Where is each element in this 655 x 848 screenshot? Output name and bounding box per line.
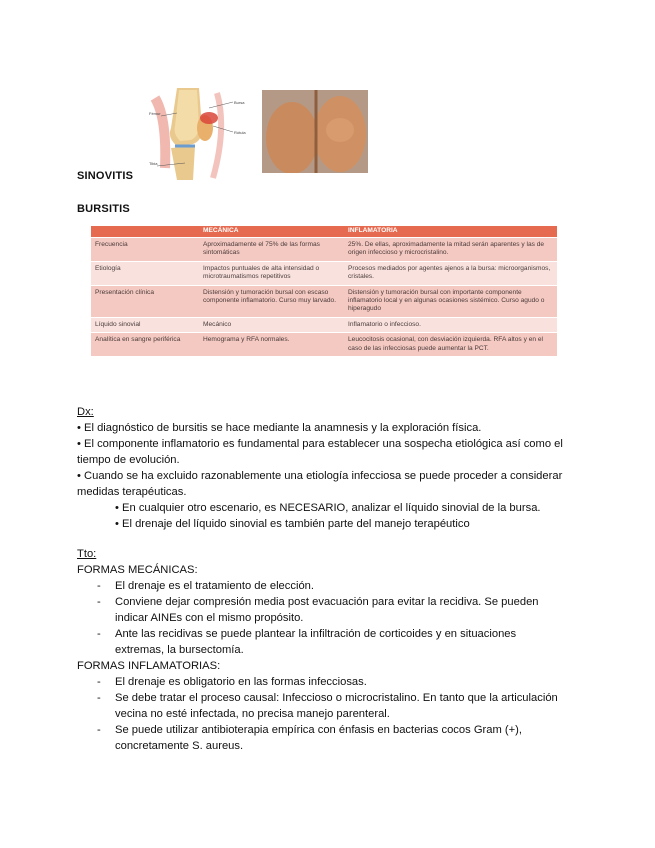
table-cell: 25%. De ellas, aproximadamente la mitad serán aparentes y las de origen infeccioso y microcristalino. — [344, 238, 557, 262]
dx-sub-bullet: • El drenaje del líquido sinovial es también parte del manejo terapéutico — [115, 518, 470, 530]
table-row — [91, 333, 557, 356]
dx-section — [77, 404, 587, 532]
list-item: - El drenaje es obligatorio en las formas infecciosas. — [77, 674, 567, 690]
bursitis-comparison-table — [91, 226, 557, 356]
table-row — [91, 238, 557, 262]
table-cell: Analítica en sangre periférica — [91, 333, 199, 356]
dx-bullet: • El diagnóstico de bursitis se hace mediante la anamnesis y la exploración física. — [77, 422, 482, 434]
dx-bullet: • Cuando se ha excluido razonablemente una etiología infecciosa se puede proceder a considerar medidas terapéuticas. — [77, 470, 563, 498]
formas-inflamatorias-list — [77, 674, 567, 754]
svg-text:Rótula: Rótula — [234, 130, 246, 135]
table-cell: Mecánico — [199, 317, 344, 332]
table-cell: Distensión y tumoración bursal con escaso componente inflamatorio. Curso muy larvado. — [199, 285, 344, 317]
dx-sub-bullet: • En cualquier otro escenario, es NECESARIO, analizar el líquido sinovial de la bursa. — [115, 502, 541, 514]
table-row — [91, 317, 557, 332]
list-item: - El drenaje es el tratamiento de elección. — [77, 578, 567, 594]
formas-inflamatorias-title: FORMAS INFLAMATORIAS: — [77, 660, 221, 672]
list-item: - Ante las recidivas se puede plantear la infiltración de corticoides y en situaciones extremas, la bursectomía. — [77, 626, 567, 658]
section-heading-sinovitis: SINOVITIS — [77, 170, 134, 182]
table-cell: Presentación clínica — [91, 285, 199, 317]
table-cell: Líquido sinovial — [91, 317, 199, 332]
table-cell: Frecuencia — [91, 238, 199, 262]
svg-text:Bursa: Bursa — [234, 100, 245, 105]
table-row — [91, 261, 557, 285]
dx-bullet: • El componente inflamatorio es fundamental para establecer una sospecha etiológica así como el tiempo de evolución. — [77, 438, 563, 466]
table-cell: Hemograma y RFA normales. — [199, 333, 344, 356]
table-cell: Etiología — [91, 261, 199, 285]
list-item: - Conviene dejar compresión media post evacuación para evitar la recidiva. Se pueden indicar AINEs con el mismo propósito. — [77, 594, 567, 626]
dx-label: Dx: — [77, 406, 94, 418]
table-cell: Aproximadamente el 75% de las formas sintomáticas — [199, 238, 344, 262]
svg-text:Tibia: Tibia — [149, 161, 158, 166]
table-cell: Inflamatorio o infeccioso. — [344, 317, 557, 332]
table-cell: Procesos mediados por agentes ajenos a la bursa: microorganismos, cristales. — [344, 261, 557, 285]
tto-label: Tto: — [77, 548, 97, 560]
list-item: - Se puede utilizar antibioterapia empírica con énfasis en bacterias cocos Gram (+), concretamente S. aureus. — [77, 722, 567, 754]
tto-section — [77, 546, 567, 754]
table-header-mecanica: MECÁNICA — [199, 226, 344, 238]
table-header-inflamatoria: INFLAMATORIA — [344, 226, 557, 238]
knee-anatomy-illustration — [147, 88, 267, 180]
table-cell: Leucocitosis ocasional, con desviación izquierda. RFA altos y en el caso de las infecciosas puede aumentar la PCT. — [344, 333, 557, 356]
table-cell: Distensión y tumoración bursal con importante componente inflamatorio local y en algunas ocasiones sistémico. Curso agudo o hiperagudo — [344, 285, 557, 317]
table-header-cell — [91, 226, 199, 238]
formas-mecanicas-title: FORMAS MECÁNICAS: — [77, 564, 198, 576]
svg-text:Fémur: Fémur — [149, 111, 161, 116]
section-heading-bursitis: BURSITIS — [77, 203, 130, 215]
knee-photo — [262, 90, 368, 173]
table-cell: Impactos puntuales de alta intensidad o microtraumatismos repetitivos — [199, 261, 344, 285]
table-header-row — [91, 226, 557, 238]
formas-mecanicas-list — [77, 578, 567, 658]
list-item: - Se debe tratar el proceso causal: Infeccioso o microcristalino. En tanto que la articulación vecina no esté infectada, no precisa manejo parenteral. — [77, 690, 567, 722]
table-row — [91, 285, 557, 317]
